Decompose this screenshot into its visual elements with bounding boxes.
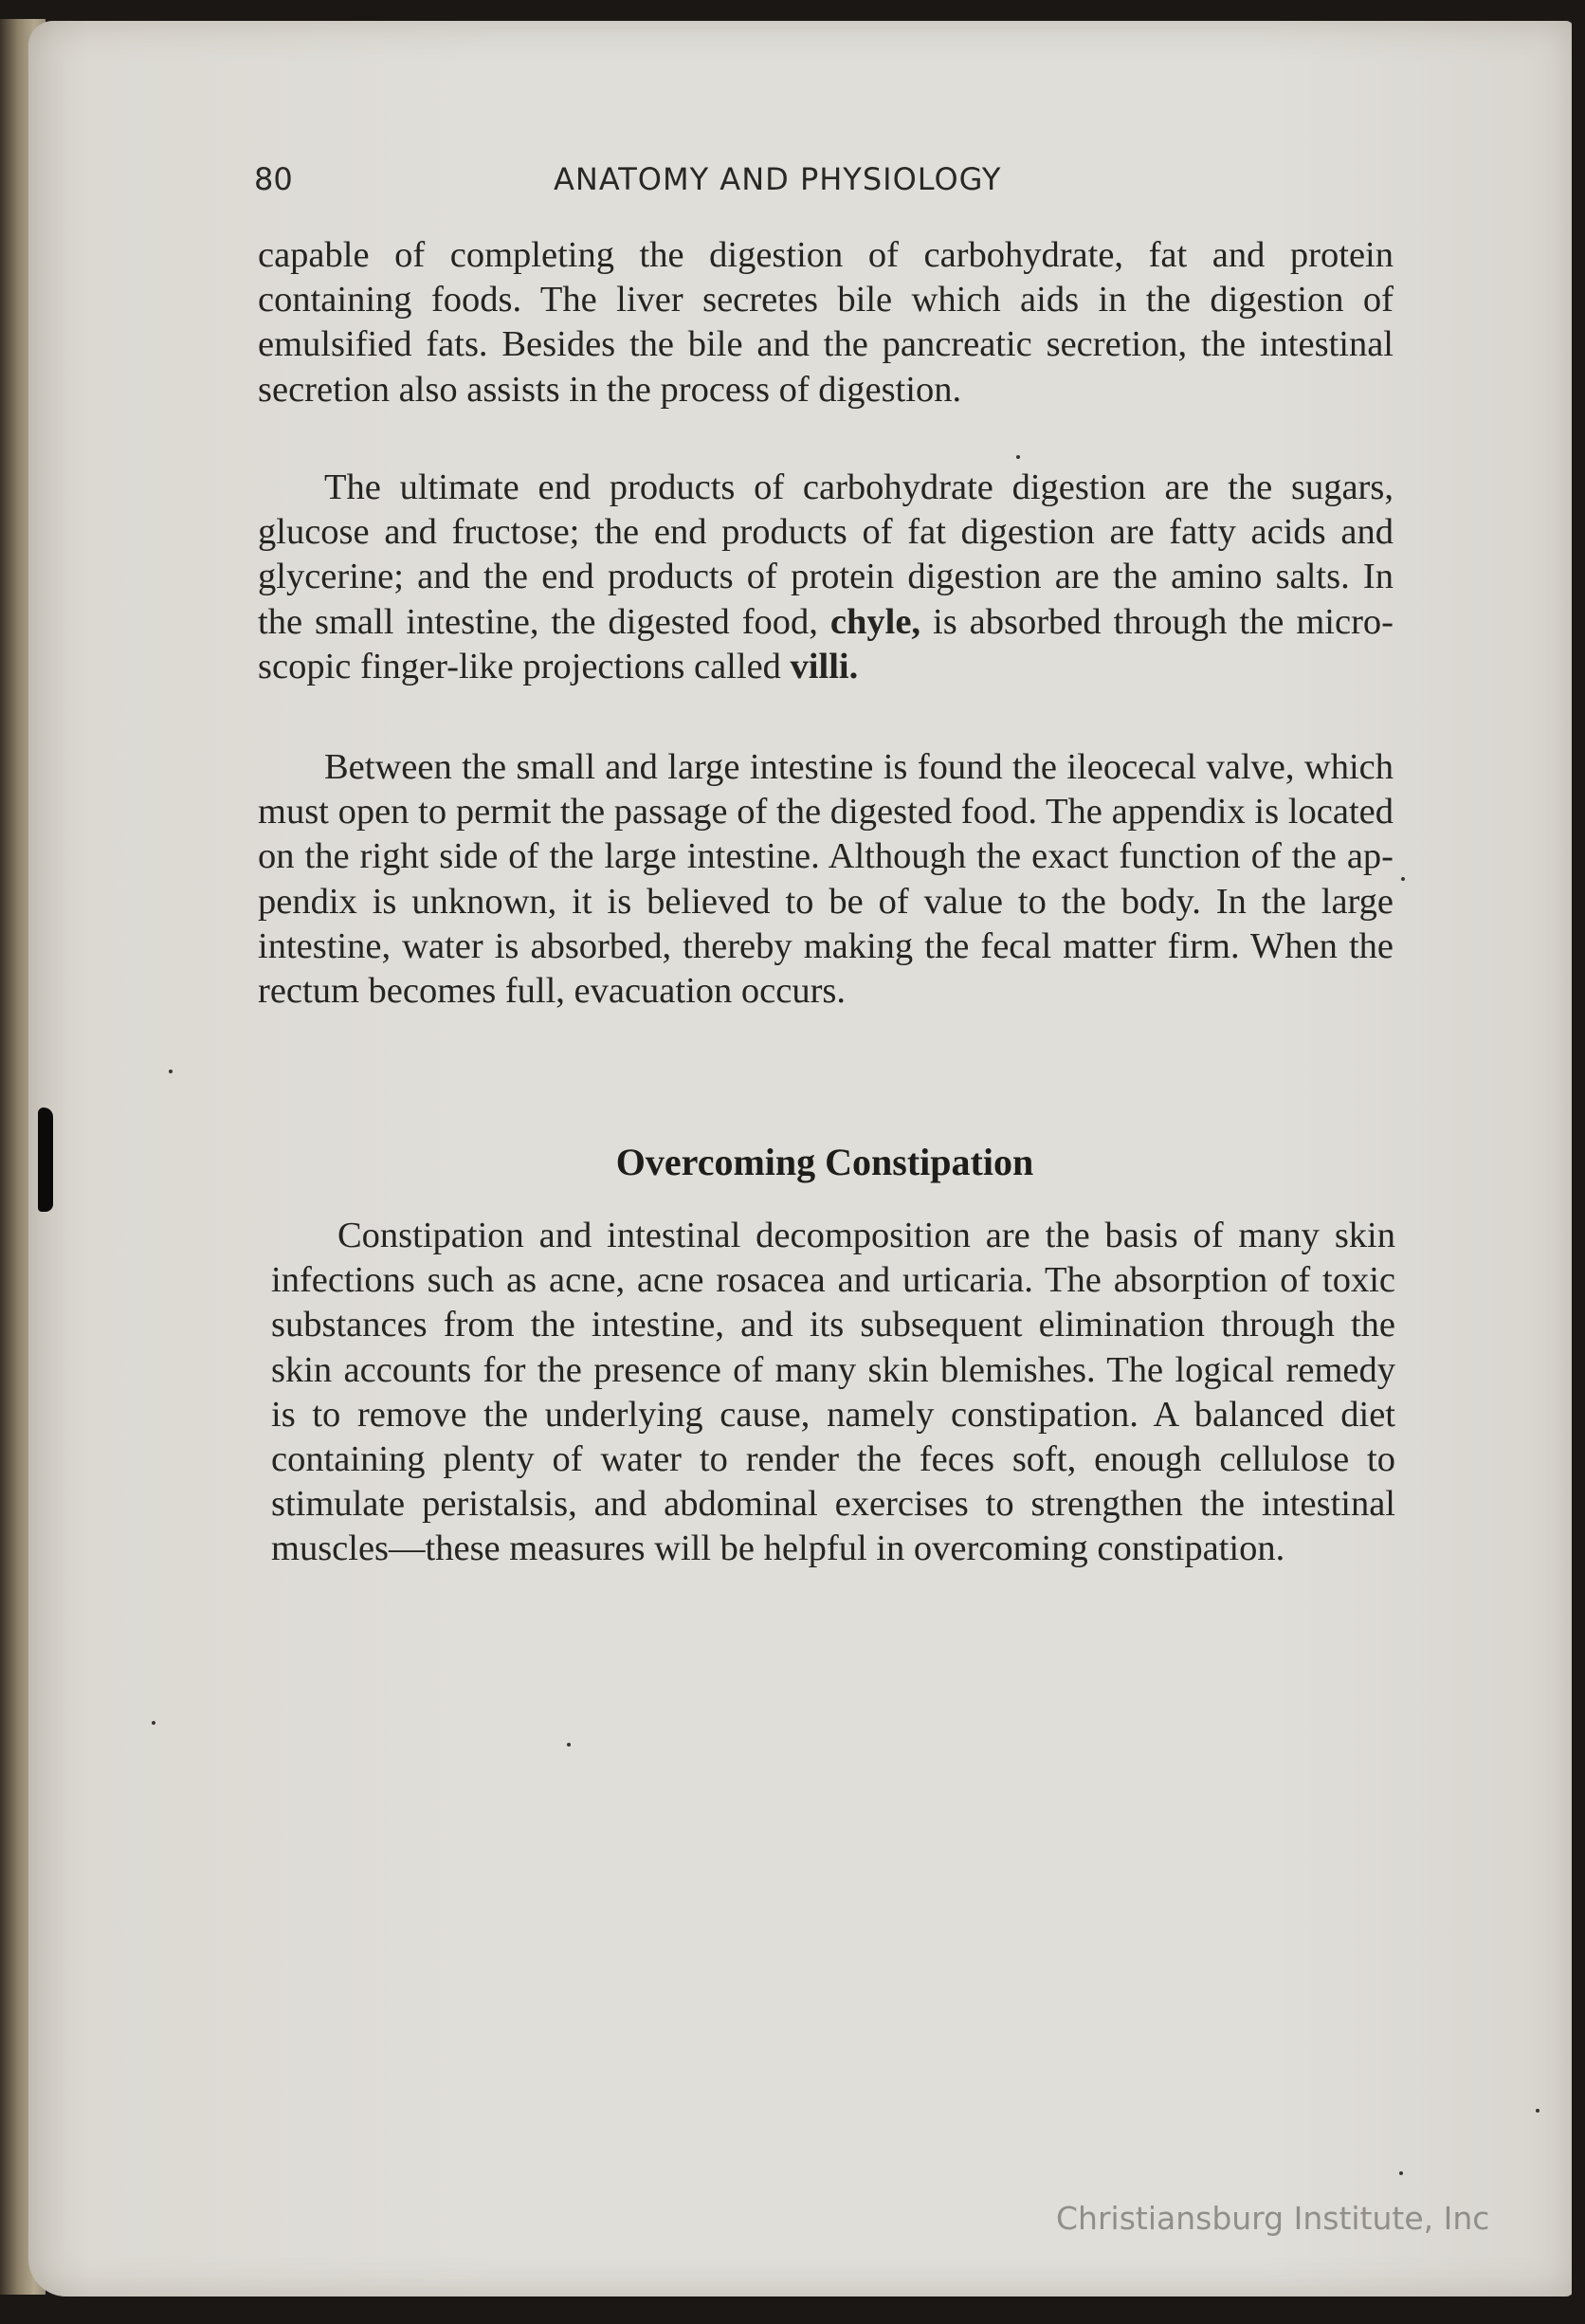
scan-right-edge <box>1572 0 1585 2324</box>
paper-speck <box>1401 877 1405 881</box>
running-header-title: ANATOMY AND PHYSIOLOGY <box>554 161 1002 197</box>
paragraph-4-text: Constipation and intestinal decomposition are the basis of many skin infections such as acne, acne rosacea and urticaria. The absorption of toxic substances from the intestine, and its subsequent elimination through the skin accounts for the presence of many skin blemishes. The logical remedy is to remove the underlying cause, namely constipation. A balanced diet containing plenty of water to render the feces soft, enough cellulose to stimulate peristalsis, and abdominal exercises to strengthen the intestinal muscles—these measures will be helpful in overcoming constipation. <box>271 1216 1395 1569</box>
paragraph-2 <box>258 466 1394 689</box>
paragraph-3 <box>258 745 1394 1014</box>
paragraph-1-text: capable of completing the digestion of carbohydrate, fat and protein containing foods. The liver secretes bile which aids in the digestion of emulsified fats. Besides the bile and the pancreatic secretion, the intestinal secretion also assists in the process of digestion. <box>258 235 1394 410</box>
paper-speck <box>152 1721 155 1725</box>
paragraph-4 <box>271 1214 1395 1572</box>
page-number: 80 <box>254 161 293 197</box>
section-heading: Overcoming Constipation <box>615 1141 1034 1183</box>
binding-mark <box>38 1107 53 1212</box>
term-chyle: chyle, <box>829 601 921 642</box>
paragraph-2-part-1: The ultimate end products of carbohydrate digestion are the sugars, glucose and fructose; the end products of fat digestion are fatty acids and glycerine; and the end products of protein digestion are the amino salts. In the small intestine, the digested food, <box>258 467 1394 642</box>
term-villi: villi. <box>790 646 859 686</box>
paragraph-1 <box>258 233 1394 412</box>
paper-speck <box>1016 455 1020 459</box>
paper-speck <box>567 1743 571 1747</box>
paragraph-2-text <box>258 466 1394 689</box>
paper-speck <box>1536 2109 1539 2113</box>
paragraph-3-text: Between the small and large intestine is found the ileocecal valve, which must open to permit the passage of the digested food. The appendix is located on the right side of the large intestine. Although the exact function of the appendix is unknown, it is believed to be of value to the body. In the large intestine, water is absorbed, thereby making the fecal matter firm. When the rectum becomes full, evacuation occurs. <box>258 747 1394 1012</box>
watermark: Christiansburg Institute, Inc <box>1056 2200 1490 2237</box>
running-header <box>254 161 1392 209</box>
paper-speck <box>1399 2171 1403 2175</box>
paragraph-2-part-2: is absorbed through the microscopic finger-like projections called <box>258 601 1394 686</box>
paper-speck <box>169 1070 173 1073</box>
